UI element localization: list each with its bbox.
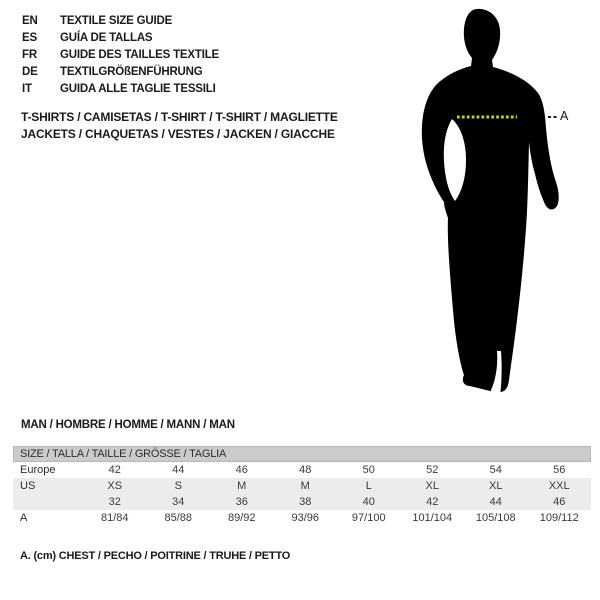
row-label: Europe — [20, 464, 56, 476]
language-code: IT — [22, 83, 32, 95]
size-cell: XL — [489, 480, 503, 492]
language-code: EN — [22, 15, 38, 27]
size-cell: XL — [425, 480, 439, 492]
language-code: FR — [22, 49, 37, 61]
size-cell: 48 — [299, 464, 312, 476]
table-row-europe — [13, 462, 591, 478]
language-code: ES — [22, 32, 37, 44]
size-cell: 42 — [108, 464, 121, 476]
size-cell: 44 — [172, 464, 185, 476]
size-cell: 46 — [553, 496, 566, 508]
size-cell: 34 — [172, 496, 185, 508]
size-cell: 109/112 — [539, 512, 579, 524]
measurement-footnote: A. (cm) CHEST / PECHO / POITRINE / TRUHE / PETTO — [20, 550, 291, 562]
size-cell: 105/108 — [475, 512, 516, 524]
language-label: GUIDA ALLE TAGLIE TESSILI — [60, 83, 216, 95]
size-cell: 44 — [489, 496, 502, 508]
size-cell: 52 — [426, 464, 439, 476]
language-label: GUÍA DE TALLAS — [60, 32, 153, 44]
size-cell: M — [300, 480, 310, 492]
size-cell: 97/100 — [351, 512, 386, 524]
size-cell: 101/104 — [412, 512, 453, 524]
size-cell: S — [174, 480, 182, 492]
size-cell: 56 — [553, 464, 566, 476]
language-label: GUIDE DES TAILLES TEXTILE — [60, 49, 219, 61]
row-label: A — [20, 512, 28, 524]
language-label: TEXTILGRÖßENFÜHRUNG — [60, 66, 203, 78]
row-label — [13, 494, 83, 510]
language-code: DE — [22, 66, 38, 78]
size-cell: 40 — [362, 496, 375, 508]
table-row-us-numeric — [13, 494, 591, 510]
table-row-us — [13, 478, 591, 494]
size-cell: XXL — [548, 480, 570, 492]
size-cell: 89/92 — [227, 512, 256, 524]
size-cell: L — [365, 480, 372, 492]
size-cell: 42 — [426, 496, 439, 508]
language-label: TEXTILE SIZE GUIDE — [60, 15, 173, 27]
size-cell: 93/96 — [291, 512, 320, 524]
size-table-header: SIZE / TALLA / TAILLE / GRÖSSE / TAGLIA — [13, 446, 591, 462]
size-cell: 38 — [299, 496, 312, 508]
table-row-chest-a — [13, 510, 591, 527]
size-cell: M — [237, 480, 247, 492]
section-title-man: MAN / HOMBRE / HOMME / MANN / MAN — [21, 419, 235, 431]
size-cell: 81/84 — [100, 512, 129, 524]
size-cell: XS — [107, 480, 123, 492]
size-table — [13, 446, 591, 527]
measurement-label-a: A — [560, 109, 569, 123]
size-cell: 32 — [108, 496, 121, 508]
size-cell: 36 — [235, 496, 248, 508]
category-jackets: JACKETS / CHAQUETAS / VESTES / JACKEN / GIACCHE — [21, 127, 335, 141]
size-cell: 50 — [362, 464, 375, 476]
size-cell: 85/88 — [164, 512, 193, 524]
row-label: US — [20, 480, 36, 492]
size-cell: 54 — [489, 464, 502, 476]
size-cell: 46 — [235, 464, 248, 476]
category-tshirts: T-SHIRTS / CAMISETAS / T-SHIRT / T-SHIRT / MAGLIETTE — [21, 110, 338, 124]
